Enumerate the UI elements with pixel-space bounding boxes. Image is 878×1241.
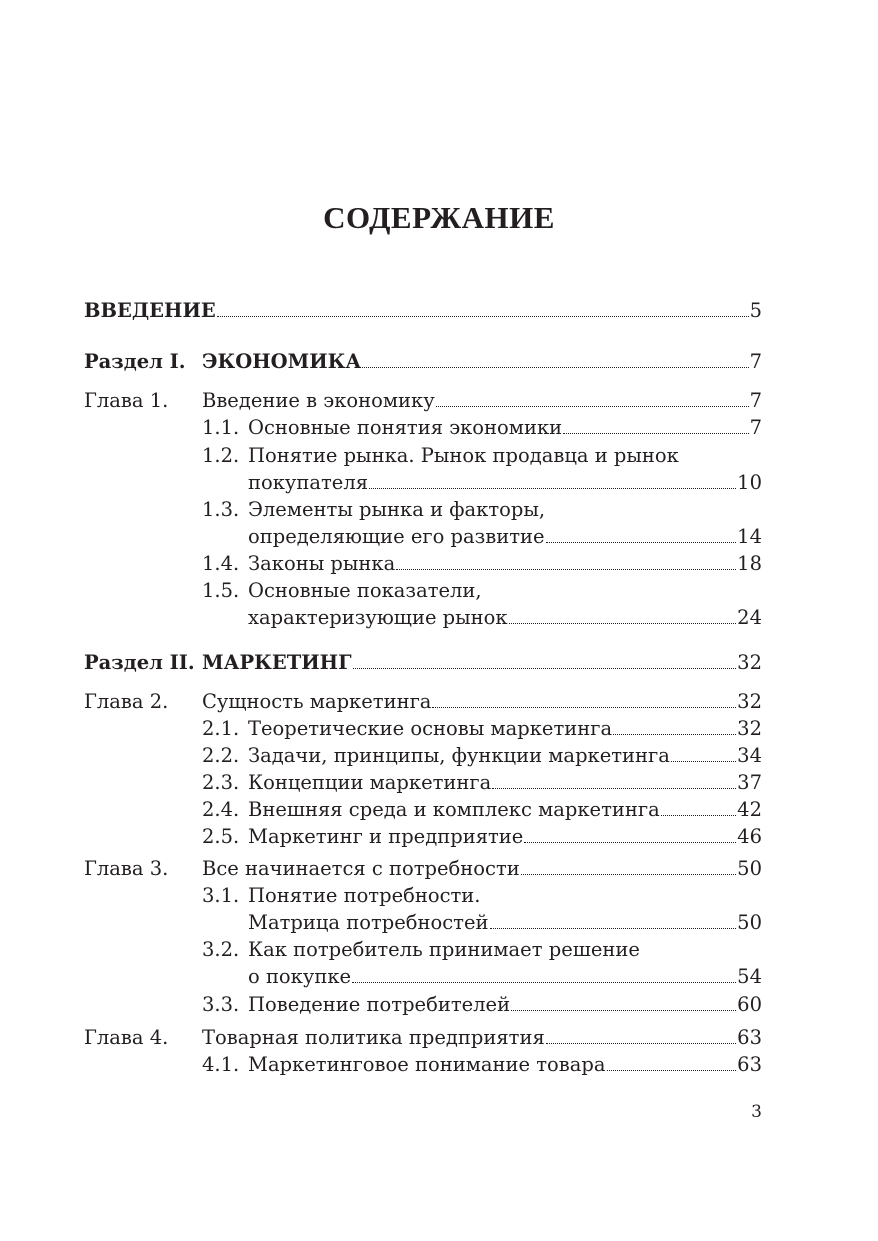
dot-leader: [607, 1052, 737, 1071]
page-ref: 14: [737, 525, 762, 548]
subsection-title: Маркетинг и предприятие: [248, 825, 524, 848]
subsection-number: 2.2.: [202, 744, 240, 767]
subsection-title: Поведение потребителей: [248, 993, 511, 1016]
page-ref: 42: [737, 798, 762, 821]
subsection-number: 2.1.: [202, 717, 240, 740]
subsection-number: 1.2.: [202, 444, 240, 467]
page-ref: 32: [737, 690, 762, 713]
toc-entry-section[interactable]: [84, 348, 762, 375]
toc-entry-subsection[interactable]: [84, 550, 762, 577]
page-ref: 50: [737, 857, 762, 880]
section-title: ЭКОНОМИКА: [202, 350, 362, 373]
toc-entry-continuation[interactable]: [84, 604, 762, 631]
toc-entry-section[interactable]: [84, 649, 762, 676]
subsection-title: Как потребитель принимает решение: [248, 938, 640, 961]
page-ref: 63: [737, 1053, 762, 1076]
toc-entry-continuation[interactable]: [84, 909, 762, 936]
dot-leader: [509, 605, 737, 624]
toc-entry-continuation[interactable]: [84, 963, 762, 990]
page-ref: 46: [737, 825, 762, 848]
dot-leader: [546, 524, 737, 543]
toc-entry-subsection[interactable]: [84, 769, 762, 796]
subsection-title: Внешняя среда и комплекс маркетинга: [248, 798, 660, 821]
dot-leader: [353, 650, 737, 669]
section-title: МАРКЕТИНГ: [202, 651, 352, 674]
page-ref: 5: [749, 299, 762, 322]
dot-leader: [661, 797, 736, 816]
subsection-title-cont: Матрица потребностей: [248, 911, 489, 934]
dot-leader: [492, 770, 736, 789]
subsection-title: Маркетинговое понимание товара: [248, 1053, 606, 1076]
subsection-title: Концепции маркетинга: [248, 771, 492, 794]
toc-entry-subsection[interactable]: [84, 823, 762, 850]
section-label: Раздел I.: [84, 350, 186, 373]
chapter-title: Введение в экономику: [202, 389, 435, 412]
toc-entry-subsection[interactable]: [84, 991, 762, 1018]
toc-entry-subsection[interactable]: [84, 414, 762, 441]
subsection-number: 1.4.: [202, 552, 240, 575]
toc-entry-subsection[interactable]: [84, 936, 762, 963]
dot-leader: [490, 910, 737, 929]
dot-leader: [369, 470, 736, 489]
chapter-label: Глава 4.: [84, 1026, 169, 1049]
dot-leader: [546, 1025, 736, 1044]
dot-leader: [432, 689, 736, 708]
toc-entry-chapter[interactable]: [84, 1024, 762, 1051]
chapter-title: Все начинается с потребности: [202, 857, 520, 880]
subsection-title-cont: характеризующие рынок: [248, 606, 508, 629]
chapter-title: Сущность маркетинга: [202, 690, 432, 713]
subsection-number: 4.1.: [202, 1053, 240, 1076]
toc-entry-subsection[interactable]: [84, 742, 762, 769]
subsection-title: Задачи, принципы, функции маркетинга: [248, 744, 670, 767]
toc-entry-subsection[interactable]: [84, 1051, 762, 1078]
subsection-number: 1.5.: [202, 579, 240, 602]
chapter-title: Товарная политика предприятия: [202, 1026, 545, 1049]
subsection-number: 1.1.: [202, 416, 240, 439]
subsection-number: 1.3.: [202, 498, 240, 521]
toc-entry-subsection[interactable]: [84, 796, 762, 823]
page-ref: 37: [737, 771, 762, 794]
toc-entry-chapter[interactable]: [84, 855, 762, 882]
subsection-number: 3.1.: [202, 884, 240, 907]
dot-leader: [521, 856, 736, 875]
subsection-number: 2.5.: [202, 825, 240, 848]
toc-entry-continuation[interactable]: [84, 469, 762, 496]
dot-leader: [436, 388, 749, 407]
page-title: СОДЕРЖАНИЕ: [323, 200, 555, 235]
toc-entry-subsection[interactable]: [84, 882, 762, 909]
toc-entry-subsection[interactable]: [84, 496, 762, 523]
subsection-number: 3.2.: [202, 938, 240, 961]
dot-leader: [511, 992, 736, 1011]
dot-leader: [671, 743, 736, 762]
toc-entry-subsection[interactable]: [84, 577, 762, 604]
chapter-label: Глава 2.: [84, 690, 169, 713]
page-ref: 50: [737, 911, 762, 934]
page-ref: 10: [737, 471, 762, 494]
toc-entry-chapter[interactable]: [84, 688, 762, 715]
subsection-title: Элементы рынка и факторы,: [248, 498, 546, 521]
toc-entry-intro[interactable]: [84, 297, 762, 324]
page-ref: 7: [749, 389, 762, 412]
subsection-title-cont: определяющие его развитие: [248, 525, 545, 548]
page-ref: 7: [749, 416, 762, 439]
subsection-title: Теоретические основы маркетинга: [248, 717, 613, 740]
subsection-title-cont: покупателя: [248, 471, 369, 494]
dot-leader: [217, 298, 749, 317]
subsection-title: Понятие потребности.: [248, 884, 481, 907]
dot-leader: [524, 824, 736, 843]
chapter-label: Глава 3.: [84, 857, 169, 880]
dot-leader: [613, 716, 736, 735]
chapter-label: Глава 1.: [84, 389, 169, 412]
page-ref: 60: [737, 993, 762, 1016]
subsection-title: Основные показатели,: [248, 579, 482, 602]
page-ref: 34: [737, 744, 762, 767]
toc-entry-subsection[interactable]: [84, 715, 762, 742]
subsection-number: 2.4.: [202, 798, 240, 821]
intro-title: ВВЕДЕНИЕ: [84, 299, 216, 322]
page-ref: 18: [737, 552, 762, 575]
dot-leader: [352, 964, 736, 983]
dot-leader: [563, 415, 748, 434]
subsection-number: 2.3.: [202, 771, 240, 794]
subsection-title: Основные понятия экономики: [248, 416, 563, 439]
section-label: Раздел II.: [84, 651, 195, 674]
dot-leader: [362, 349, 748, 368]
dot-leader: [396, 551, 736, 570]
page-ref: 32: [737, 717, 762, 740]
page-ref: 32: [737, 651, 762, 674]
page-number: 3: [751, 1102, 762, 1122]
page-ref: 63: [737, 1026, 762, 1049]
page-ref: 54: [737, 965, 762, 988]
toc-entry-subsection[interactable]: [84, 442, 762, 469]
subsection-title-cont: о покупке: [248, 965, 352, 988]
page-ref: 7: [749, 350, 762, 373]
subsection-title: Понятие рынка. Рынок продавца и рынок: [248, 444, 679, 467]
page-ref: 24: [737, 606, 762, 629]
toc-entry-continuation[interactable]: [84, 523, 762, 550]
subsection-title: Законы рынка: [248, 552, 396, 575]
toc-entry-chapter[interactable]: [84, 387, 762, 414]
subsection-number: 3.3.: [202, 993, 240, 1016]
